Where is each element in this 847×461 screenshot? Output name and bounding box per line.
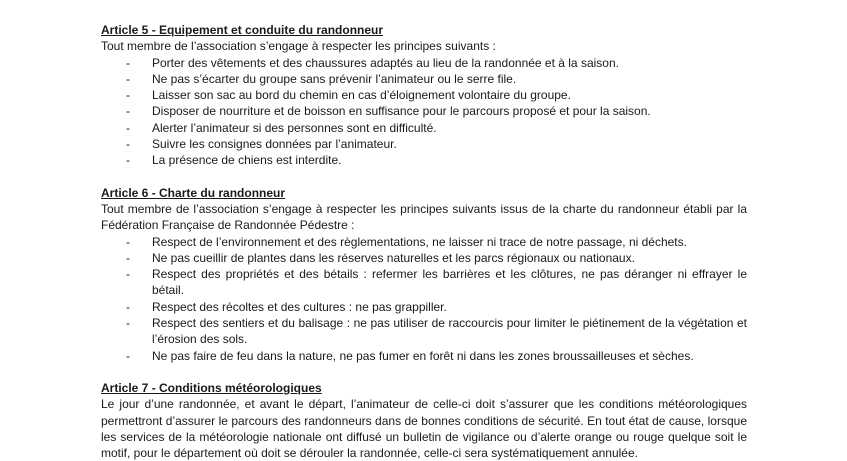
bullet-dash: - [126, 250, 130, 265]
list-item [101, 55, 747, 71]
list-item-text: Ne pas cueillir de plantes dans les réserves naturelles et les parcs régionaux ou nationaux. [152, 250, 635, 265]
bullet-dash: - [126, 137, 130, 152]
list-item-text: Respect des sentiers et du balisage : ne pas utiliser de raccourcis pour limiter le piétinement de la végétation et l’érosion des sols. [152, 316, 747, 347]
list-item [101, 152, 747, 168]
list-item [101, 234, 747, 250]
article-body: Le jour d’une randonnée, et avant le départ, l’animateur de celle-ci doit s’assurer que les conditions météorologiques permettront d’assurer le parcours des randonneurs dans de bonnes conditions de sécurité. En tout état de cause, lorsque les services de la météorologie nationale ont diffusé un bulletin de vigilance ou d’alerte orange ou rouge quelque soit le motif, pour le département où doit se dérouler la randonnée, celle-ci sera systématiquement annulée. [101, 397, 747, 461]
list-item-text: Laisser son sac au bord du chemin en cas d’éloignement volontaire du groupe. [152, 88, 571, 103]
list-item [101, 120, 747, 136]
article-6 [101, 185, 747, 364]
bullet-dash: - [126, 316, 130, 331]
list-item-text: Respect de l’environnement et des règlementations, ne laisser ni trace de notre passage, ni déchets. [152, 234, 687, 249]
list-item [101, 266, 747, 299]
bullet-dash: - [126, 348, 130, 363]
rules-list [101, 55, 747, 169]
article-title: Article 5 - Equipement et conduite du randonneur [101, 23, 384, 37]
article-title: Article 7 - Conditions météorologiques [101, 380, 322, 395]
bullet-dash: - [126, 104, 130, 119]
rules-list [101, 234, 747, 364]
bullet-dash: - [126, 234, 130, 249]
list-item-text: Suivre les consignes données par l’animateur. [152, 137, 397, 152]
bullet-dash: - [126, 299, 130, 314]
list-item-text: Porter des vêtements et des chaussures adaptés au lieu de la randonnée et à la saison. [152, 55, 619, 70]
article-5 [101, 22, 747, 169]
list-item-text: Ne pas faire de feu dans la nature, ne pas fumer en forêt ni dans les zones broussailleuses et sèches. [152, 348, 694, 363]
bullet-dash: - [126, 267, 130, 282]
list-item [101, 315, 747, 348]
list-item [101, 299, 747, 315]
bullet-dash: - [126, 55, 130, 70]
list-item-text: La présence de chiens est interdite. [152, 153, 342, 168]
bullet-dash: - [126, 120, 130, 135]
list-item-text: Ne pas s’écarter du groupe sans prévenir l’animateur ou le serre file. [152, 71, 517, 86]
bullet-dash: - [126, 88, 130, 103]
list-item [101, 71, 747, 87]
list-item [101, 348, 747, 364]
list-item-text: Respect des récoltes et des cultures : ne pas grappiller. [152, 299, 447, 314]
article-intro: Tout membre de l’association s’engage à respecter les principes suivants : [101, 39, 496, 54]
list-item-text: Respect des propriétés et des bétails : refermer les barrières et les clôtures, ne pas déranger ni effrayer le bétail. [152, 267, 747, 298]
list-item [101, 87, 747, 103]
list-item [101, 136, 747, 152]
list-item-text: Disposer de nourriture et de boisson en suffisance pour le parcours proposé et pour la saison. [152, 104, 651, 119]
article-title: Article 6 - Charte du randonneur [101, 185, 286, 200]
list-item [101, 103, 747, 119]
document-page [101, 22, 747, 461]
article-7 [101, 380, 747, 461]
article-intro: Tout membre de l’association s’engage à respecter les principes suivants issus de la charte du randonneur établi par la Fédération Française de Randonnée Pédestre : [101, 201, 747, 233]
bullet-dash: - [126, 71, 130, 86]
list-item [101, 250, 747, 266]
bullet-dash: - [126, 153, 130, 168]
list-item-text: Alerter l’animateur si des personnes sont en difficulté. [152, 120, 437, 135]
